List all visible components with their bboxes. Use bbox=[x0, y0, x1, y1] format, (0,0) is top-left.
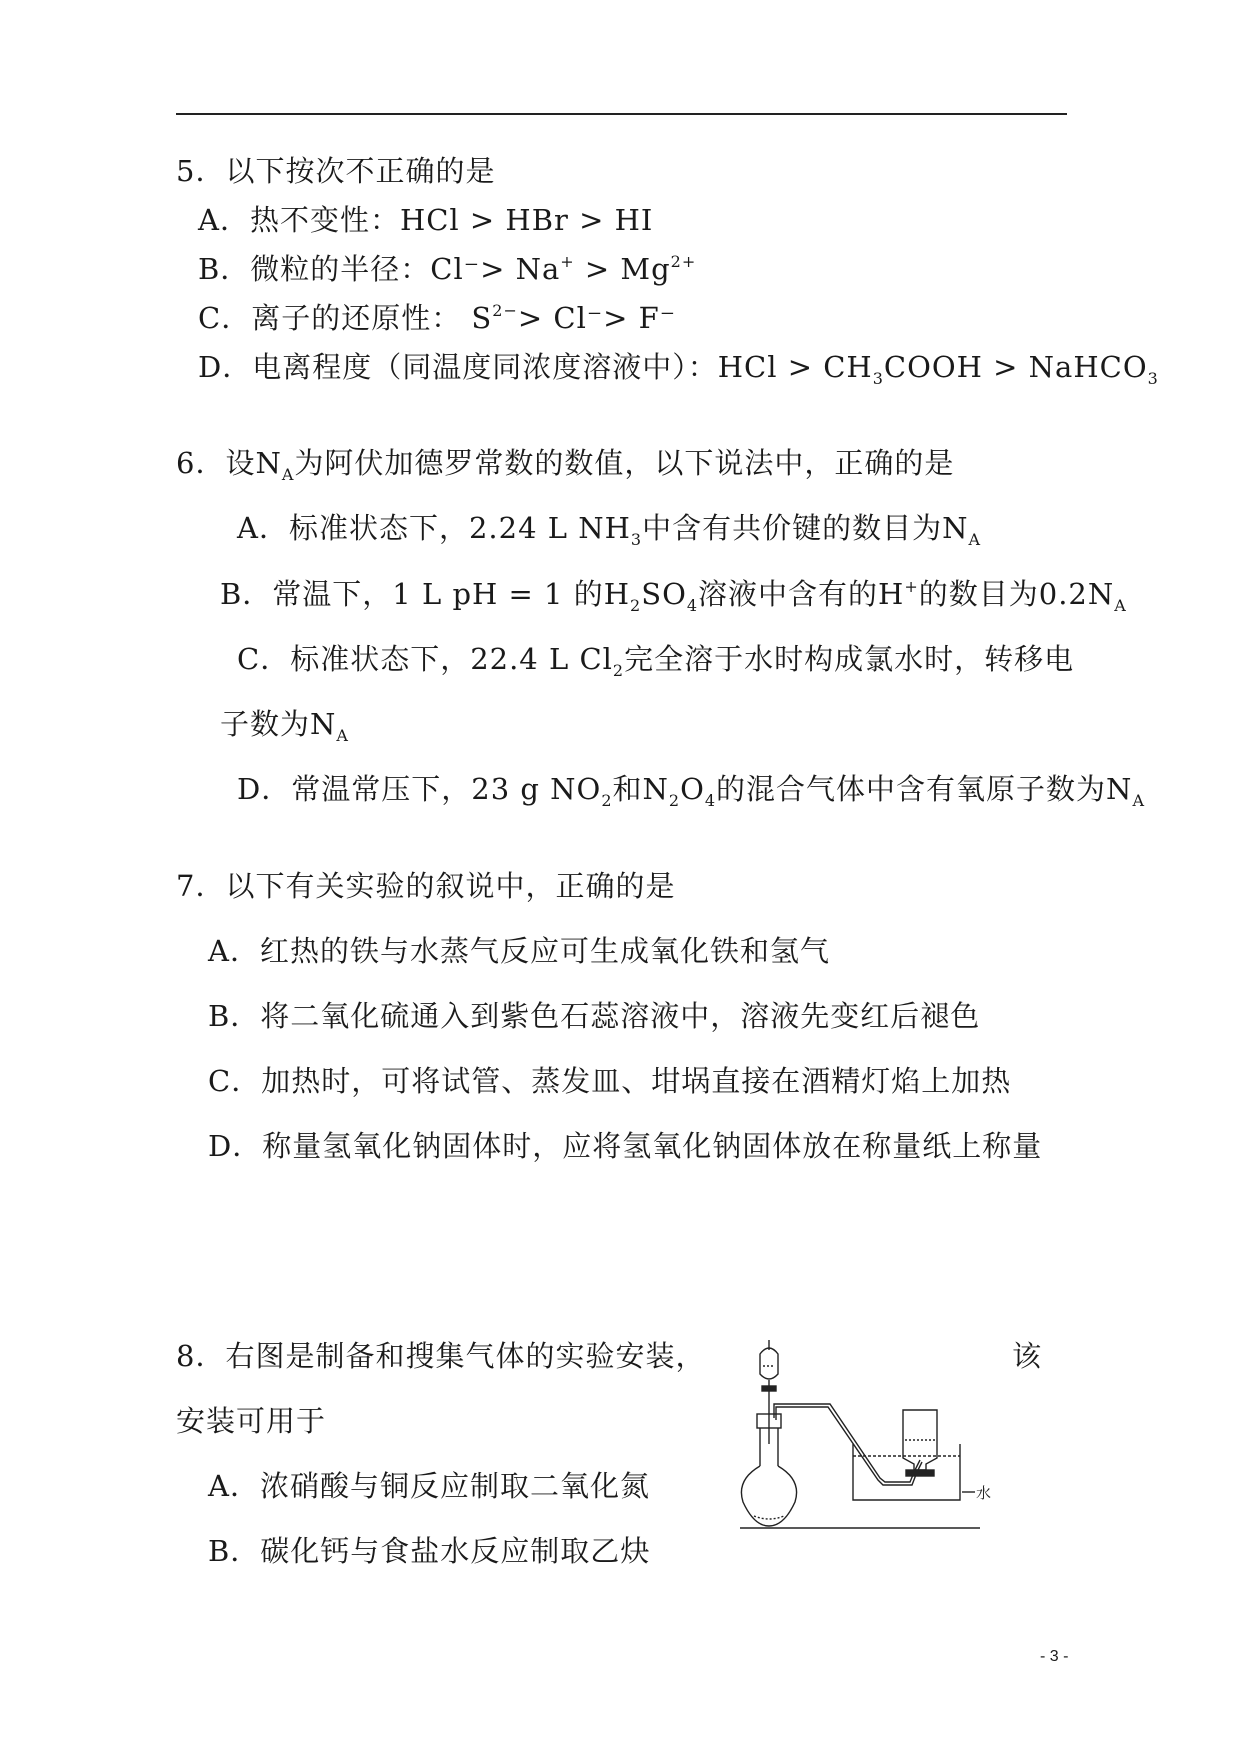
q6-option-c-line1: C．标准状态下，22.4 L $Cl_2$完全溶于水时构成氯水时，转移电 bbox=[237, 642, 1075, 680]
q6-option-c-line2: 子数为$N_A$ bbox=[220, 707, 349, 745]
q8-stem-line1-end: 该 bbox=[1012, 1339, 1043, 1373]
q5-option-b: B．微粒的半径：$Cl^-> Na^+ > Mg^{2+}$ bbox=[198, 252, 697, 286]
q6-option-a: A．标准状态下，2.24 L $NH_3$中含有共价键的数目为$N_A$ bbox=[237, 511, 982, 549]
gas-apparatus-figure bbox=[740, 1340, 1000, 1530]
q5-stem: 5．以下按次不正确的是 bbox=[176, 154, 496, 188]
q6-stem: 6．设$N_A$为阿伏加德罗常数的数值，以下说法中，正确的是 bbox=[176, 446, 955, 484]
separatory-funnel bbox=[760, 1348, 778, 1379]
water-label: 水 bbox=[976, 1484, 992, 1502]
q7-option-d: D．称量氢氧化钠固体时，应将氢氧化钠固体放在称量纸上称量 bbox=[208, 1129, 1043, 1163]
apparatus-drawing bbox=[740, 1340, 980, 1528]
header-rule bbox=[176, 113, 1067, 115]
q8-stem-line1: 8．右图是制备和搜集气体的实验安装， bbox=[176, 1339, 706, 1373]
q5-option-c: C．离子的还原性： $S^{2-}> Cl^-> F^-$ bbox=[198, 301, 677, 335]
q8-option-a: A．浓硝酸与铜反应制取二氧化氮 bbox=[208, 1469, 650, 1503]
round-bottom-flask bbox=[741, 1466, 796, 1526]
q8-stem-line2: 安装可用于 bbox=[176, 1404, 327, 1438]
q7-option-a: A．红热的铁与水蒸气反应可生成氧化铁和氢气 bbox=[208, 934, 830, 968]
funnel-stopcock bbox=[762, 1386, 776, 1391]
q7-stem: 7．以下有关实验的叙说中，正确的是 bbox=[176, 869, 676, 903]
q5-option-a: A．热不变性：HCl > HBr > HI bbox=[198, 203, 654, 237]
q8-option-b: B．碳化钙与食盐水反应制取乙炔 bbox=[208, 1534, 651, 1568]
q6-option-d: D．常温常压下，23 g $NO_2$和$N_2O_4$的混合气体中含有氧原子数为$N_A$ bbox=[237, 772, 1145, 810]
q7-option-c: C．加热时，可将试管、蒸发皿、坩埚直接在酒精灯焰上加热 bbox=[208, 1064, 1012, 1098]
q5-option-d: D．电离程度（同温度同浓度溶液中）：HCl > $CH_3COOH$ > NaHCO$_3$ bbox=[198, 350, 1159, 388]
delivery-tube bbox=[774, 1404, 920, 1482]
bottle-shelf bbox=[906, 1470, 934, 1476]
q7-option-b: B．将二氧化硫通入到紫色石蕊溶液中，溶液先变红后褪色 bbox=[208, 999, 981, 1033]
page-number: - 3 - bbox=[1040, 1648, 1069, 1665]
q6-option-b: B．常温下，1 L pH = 1 的$H_2SO_4$溶液中含有的H+的数目为$0.2N_A$ bbox=[220, 577, 1127, 615]
